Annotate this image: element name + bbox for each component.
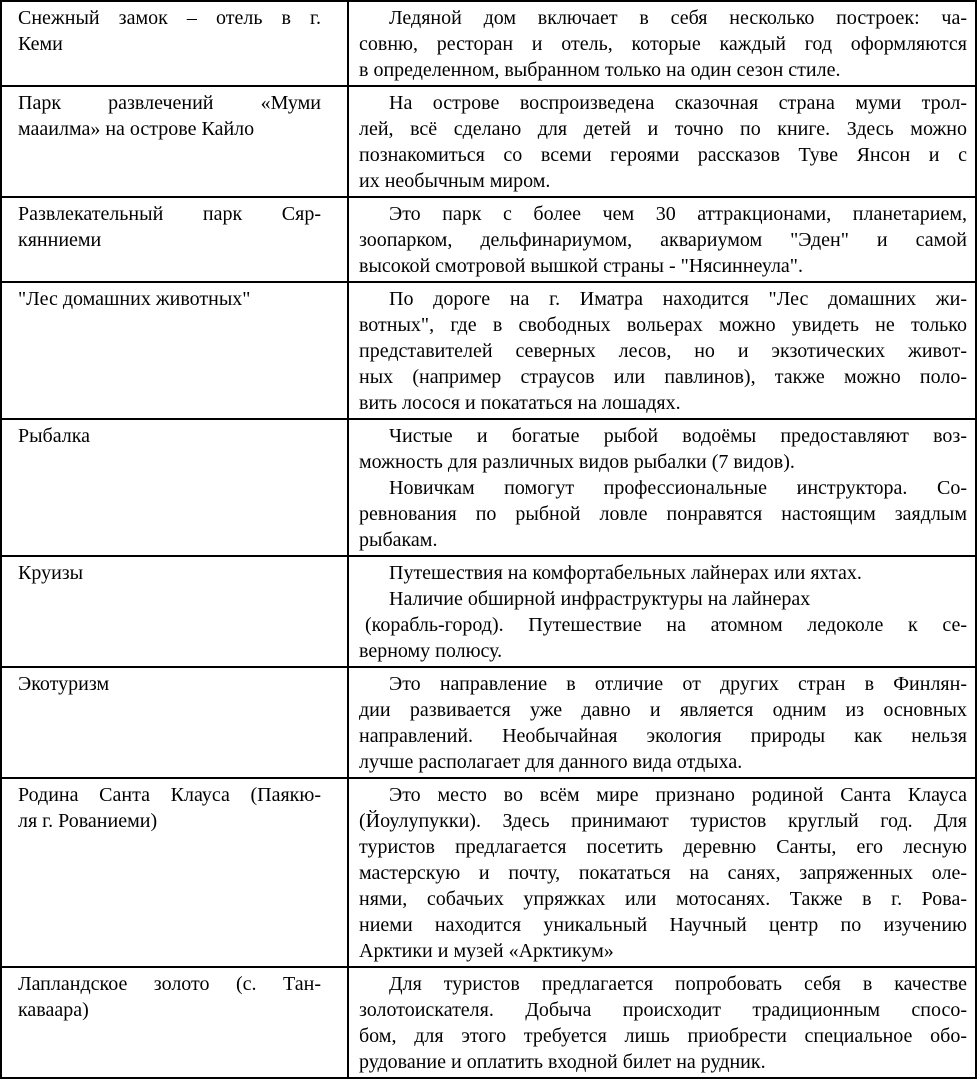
text-line: (Йоулупукки). Здесь принимают туристов круглый год. Для [359, 810, 967, 832]
text-line: золотоискателя. Добыча происходит традиционным спосо- [359, 999, 967, 1021]
attraction-name-cell [1, 667, 348, 778]
text-line: туристов предлагается посетить деревню Санты, его лесную [359, 836, 967, 858]
text-line: их необычным миром. [359, 170, 551, 192]
attraction-name-cell [1, 419, 348, 556]
text-line: рыбакам. [359, 529, 438, 551]
text-line: ля г. Рованиеми) [18, 810, 158, 832]
text-line: мааилма» на острове Кайло [18, 118, 255, 140]
text-line: дии развивается уже давно и является одним из основных [359, 699, 967, 721]
text-line: Это место во всём мире признано родиной Санта Клауса [389, 784, 967, 806]
attraction-description-cell [348, 667, 976, 778]
text-line: "Лес домашних животных" [18, 288, 251, 310]
row-santa-claus-homeland [1, 778, 976, 967]
text-line: в определенном, выбранном только на один сезон стиле. [359, 59, 841, 81]
text-line: Развлекательный парк Сяр- [18, 203, 321, 225]
text-line: лей, всё сделано для детей и точно по книге. Здесь можно [359, 118, 967, 140]
row-lapland-gold [1, 967, 976, 1078]
text-line: ных (например страусов или павлинов), также можно поло- [359, 366, 967, 388]
attraction-description-cell [348, 1, 976, 86]
text-line: мастерскую и почту, покататься на санях, запряженных оле- [359, 862, 967, 884]
text-line: По дороге на г. Иматра находится "Лес домашних жи- [389, 288, 967, 310]
text-line: бом, для этого требуется лишь приобрести специальное обо- [359, 1025, 967, 1047]
text-line: ниеми находится уникальный Научный центр по изучению [359, 914, 967, 936]
attraction-name-cell [1, 778, 348, 967]
text-line: представителей северных лесов, но и экзотических живот- [359, 340, 967, 362]
text-line: кянниеми [18, 229, 102, 251]
text-line: Арктики и музей «Арктикум» [359, 940, 614, 962]
attraction-name-cell [1, 1, 348, 86]
text-line: каваара) [18, 999, 89, 1021]
text-line: познакомиться со всеми героями рассказов Туве Янсон и с [359, 144, 967, 166]
text-line: Рыбалка [18, 425, 91, 447]
row-sarkanniemi-park [1, 197, 976, 282]
text-line: можность для различных видов рыбалки (7 видов). [359, 451, 795, 473]
row-pet-forest [1, 282, 976, 419]
text-line: совню, ресторан и отель, которые каждый год оформляются [359, 33, 967, 55]
attraction-description-cell [348, 86, 976, 197]
text-line: высокой смотровой вышкой страны - "Нясиннеула". [359, 255, 803, 277]
text-line: На острове воспроизведена сказочная страна муми трол- [389, 92, 967, 114]
row-moomin-world-park [1, 86, 976, 197]
text-line: Чистые и богатые рыбой водоёмы предоставляют воз- [389, 425, 967, 447]
row-snow-castle-hotel [1, 1, 976, 86]
text-line: вить лосося и покататься на лошадях. [359, 392, 681, 414]
text-line: рудование и оплатить входной билет на рудник. [359, 1051, 766, 1073]
attraction-description-cell [348, 778, 976, 967]
row-ecotourism [1, 667, 976, 778]
attraction-name-cell [1, 967, 348, 1078]
attraction-description-cell [348, 967, 976, 1078]
attraction-name-cell [1, 556, 348, 667]
text-line: направлений. Необычайная экология природы как нельзя [359, 725, 967, 747]
text-line: Экотуризм [18, 673, 110, 695]
attraction-description-cell [348, 197, 976, 282]
attraction-name-cell [1, 197, 348, 282]
text-line: Ледяной дом включает в себя несколько построек: ча- [389, 7, 967, 29]
attraction-description-cell [348, 419, 976, 556]
text-line: зоопарком, дельфинариумом, аквариумом "Эден" и самой [359, 229, 967, 251]
text-line: Парк развлечений «Муми [18, 92, 321, 114]
row-cruises [1, 556, 976, 667]
text-line: Родина Санта Клауса (Паякю- [18, 784, 321, 806]
text-line: Это направление в отличие от других стран в Финлян- [389, 673, 967, 695]
row-fishing [1, 419, 976, 556]
text-line: Новичкам помогут профессиональные инструктора. Со- [389, 477, 967, 499]
text-line: (корабль-город). Путешествие на атомном ледоколе к се- [365, 614, 967, 636]
attraction-description-cell [348, 556, 976, 667]
text-line: Наличие обширной инфраструктуры на лайнерах [389, 588, 811, 610]
text-line: нями, собачьих упряжках или мотосанях. Также в г. Рова- [359, 888, 967, 910]
attraction-name-cell [1, 282, 348, 419]
text-line: верному полюсу. [359, 640, 503, 662]
text-line: лучше располагает для данного вида отдыха. [359, 751, 743, 773]
text-line: ревнования по рыбной ловле понравятся настоящим заядлым [359, 503, 967, 525]
text-line: Кеми [18, 33, 63, 55]
text-line: Круизы [18, 562, 84, 584]
text-line: вотных", где в свободных вольерах можно увидеть не только [359, 314, 967, 336]
text-line: Путешествия на комфортабельных лайнерах или яхтах. [389, 562, 862, 584]
attraction-description-cell [348, 282, 976, 419]
attraction-name-cell [1, 86, 348, 197]
text-line: Лапландское золото (с. Тан- [18, 973, 321, 995]
text-line: Снежный замок – отель в г. [18, 7, 321, 29]
text-line: Для туристов предлагается попробовать себя в качестве [389, 973, 967, 995]
text-line: Это парк с более чем 30 аттракционами, планетарием, [389, 203, 967, 225]
